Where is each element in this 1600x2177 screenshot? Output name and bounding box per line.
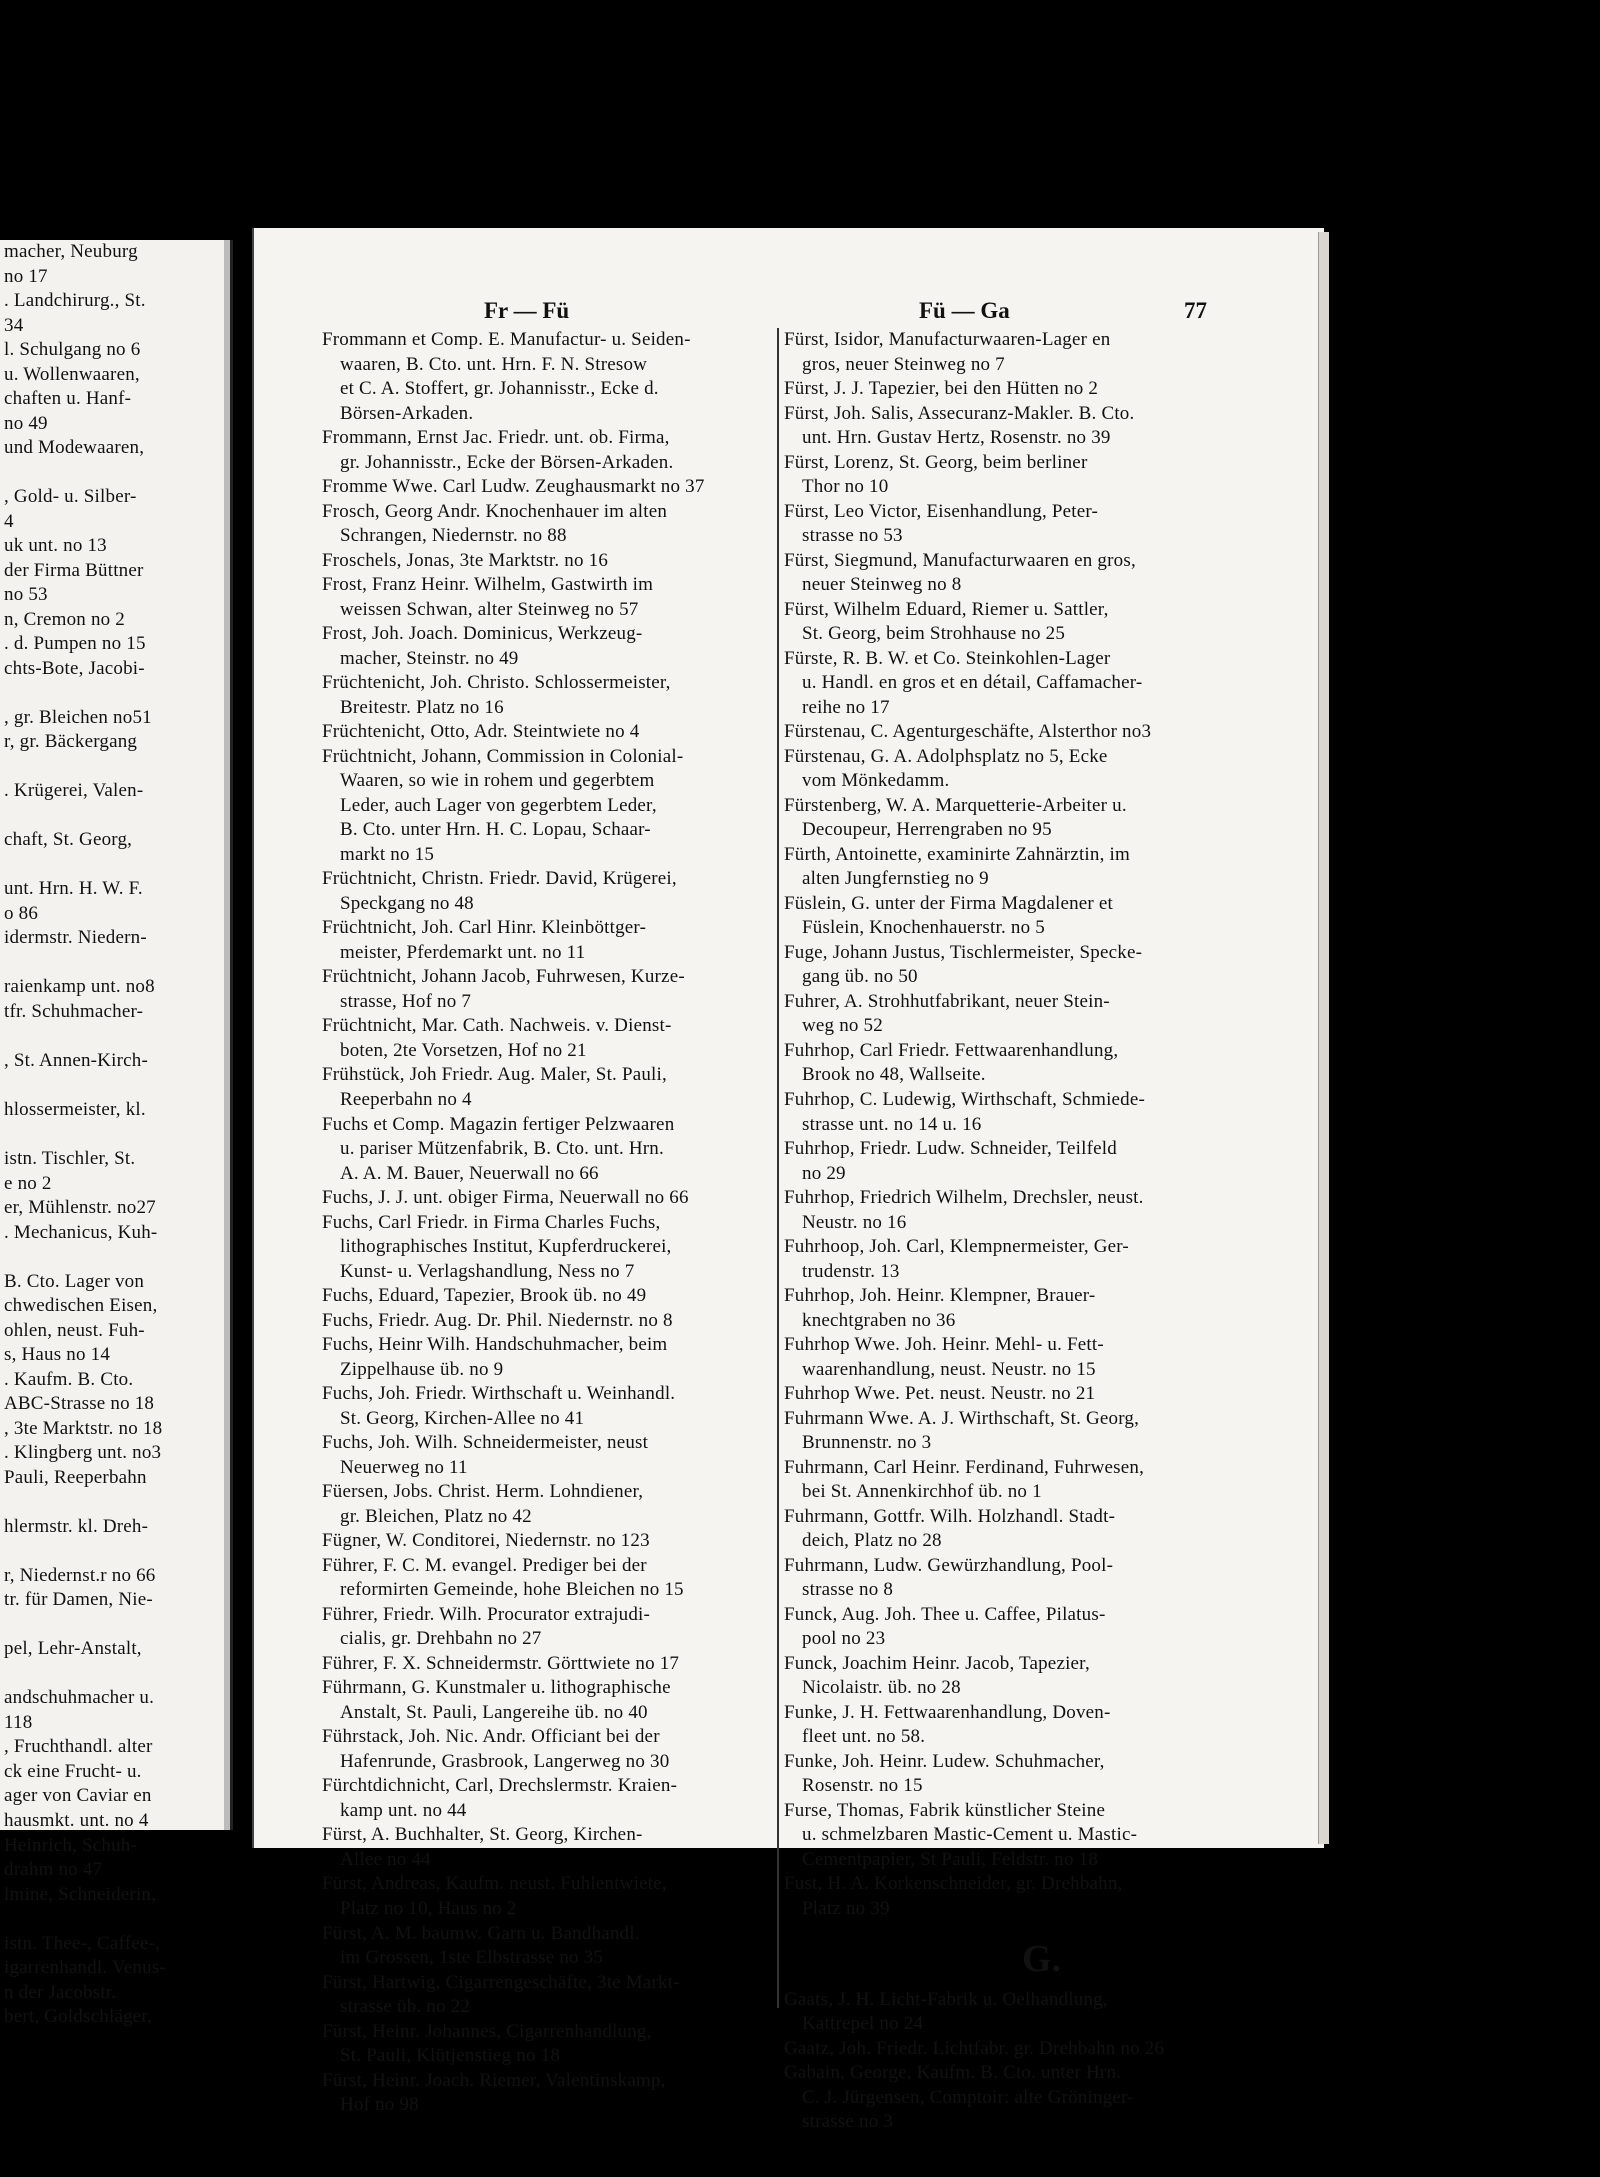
fragment-line xyxy=(0,1613,230,1638)
directory-entry-line: Neustr. no 16 xyxy=(802,1211,907,1233)
fragment-line: ABC-Strasse no 18 xyxy=(4,1393,155,1415)
fragment-line: chaften u. Hanf- xyxy=(4,388,132,410)
fragment-line: 4 xyxy=(4,510,14,532)
entries-column-right xyxy=(784,328,1239,2135)
directory-entry-line: Kunst- u. Verlagshandlung, Ness no 7 xyxy=(340,1260,635,1282)
directory-entry-line: Furse, Thomas, Fabrik künstlicher Steine xyxy=(784,1799,1106,1821)
fragment-line: . Klingberg unt. no3 xyxy=(4,1442,162,1464)
directory-entry-line: Frommann et Comp. E. Manufactur- u. Seiden- xyxy=(322,329,691,350)
directory-entry-line: Fürst, A. Buchhalter, St. Georg, Kirchen- xyxy=(322,1824,643,1846)
fragment-line: , gr. Bleichen no51 xyxy=(4,706,152,728)
fragment-line: unt. Hrn. H. W. F. xyxy=(4,878,143,900)
directory-entry-line: waarenhandlung, neust. Neustr. no 15 xyxy=(802,1358,1096,1380)
directory-entry-line: strasse, Hof no 7 xyxy=(340,990,472,1012)
directory-entry-line: Fügner, W. Conditorei, Niedernstr. no 123 xyxy=(322,1530,650,1552)
fragment-line: pel, Lehr-Anstalt, xyxy=(4,1638,142,1660)
fragment-line: 34 xyxy=(4,314,24,336)
fragment-line: , Gold- u. Silber- xyxy=(4,486,137,508)
fragment-line xyxy=(0,1025,230,1050)
directory-entry-line: Reeperbahn no 4 xyxy=(340,1088,472,1110)
directory-entry-line: Fürth, Antoinette, examinirte Zahnärztin, im xyxy=(784,843,1130,865)
directory-entry-line: Füersen, Jobs. Christ. Herm. Lohndiener, xyxy=(322,1481,644,1503)
fragment-line: der Firma Büttner xyxy=(4,559,144,581)
directory-entry-line: Führer, F. C. M. evangel. Prediger bei der xyxy=(322,1554,647,1576)
directory-entry-line: Frühstück, Joh Friedr. Aug. Maler, St. Pauli, xyxy=(322,1064,667,1086)
fragment-line: no 53 xyxy=(4,584,48,606)
fragment-line: tfr. Schuhmacher- xyxy=(4,1000,144,1022)
directory-entry-line: Zippelhause üb. no 9 xyxy=(340,1358,504,1380)
directory-entry-line: Decoupeur, Herrengraben no 95 xyxy=(802,819,1052,841)
fragment-line: , Fruchthandl. alter xyxy=(4,1736,153,1758)
directory-entry-line: Nicolaistr. üb. no 28 xyxy=(802,1677,961,1699)
directory-entry-line: Fuhrhop Wwe. Joh. Heinr. Mehl- u. Fett- xyxy=(784,1334,1104,1356)
directory-entry-line: Früchtnicht, Mar. Cath. Nachweis. v. Dienst- xyxy=(322,1015,672,1037)
directory-entry-line: Fürst, Lorenz, St. Georg, beim berliner xyxy=(784,451,1088,473)
page-gutter xyxy=(224,240,230,1830)
directory-entry-line: meister, Pferdemarkt unt. no 11 xyxy=(340,941,586,963)
directory-entry-line: bei St. Annenkirchhof üb. no 1 xyxy=(802,1481,1042,1503)
directory-entry-line: Waaren, so wie in rohem und gegerbtem xyxy=(340,770,655,792)
entries-column-left xyxy=(322,328,772,2118)
directory-entry-line: strasse no 3 xyxy=(802,2111,894,2133)
fragment-line: istn. Tischler, St. xyxy=(4,1148,136,1170)
fragment-line: . Landchirurg., St. xyxy=(4,290,146,312)
directory-entry-line: Allee no 44 xyxy=(340,1848,431,1870)
directory-entry-line: St. Georg, beim Strohhause no 25 xyxy=(802,623,1066,645)
directory-entry-line: gros, neuer Steinweg no 7 xyxy=(802,353,1005,375)
directory-entry-line: vom Mönkedamm. xyxy=(802,770,950,792)
directory-entry-line: Früchtnicht, Christn. Friedr. David, Krügerei, xyxy=(322,868,677,890)
directory-entry-line: Führer, F. X. Schneidermstr. Görttwiete no 17 xyxy=(322,1652,680,1674)
directory-entry-line: Fuchs, Carl Friedr. in Firma Charles Fuchs, xyxy=(322,1211,661,1233)
directory-entry-line: Fuhrhop, Joh. Heinr. Klempner, Brauer- xyxy=(784,1285,1096,1307)
directory-entry-line: Anstalt, St. Pauli, Langereihe üb. no 40 xyxy=(340,1701,648,1723)
fragment-line xyxy=(0,1490,230,1515)
directory-entry-line: A. A. M. Bauer, Neuerwall no 66 xyxy=(340,1162,599,1184)
directory-entry-line: kamp unt. no 44 xyxy=(340,1799,467,1821)
directory-entry-line: Fuhrhop, C. Ludewig, Wirthschaft, Schmiede- xyxy=(784,1088,1146,1110)
directory-entry-line: Füslein, G. unter der Firma Magdalener et xyxy=(784,892,1114,914)
directory-entry-line: Fürstenau, G. A. Adolphsplatz no 5, Ecke xyxy=(784,745,1108,767)
directory-entry-line: Fürst, A. M. baumw. Garn u. Bandhandl. xyxy=(322,1922,640,1944)
directory-entry-line: Fuchs, Joh. Wilh. Schneidermeister, neust xyxy=(322,1432,649,1454)
directory-entry-line: Fürst, Leo Victor, Eisenhandlung, Peter- xyxy=(784,500,1099,522)
fragment-line: igarrenhandl. Venus- xyxy=(4,1957,166,1979)
directory-entry-line: Fürst, Joh. Salis, Assecuranz-Makler. B. Cto. xyxy=(784,402,1135,424)
directory-entry-line: weg no 52 xyxy=(802,1015,883,1037)
running-header xyxy=(254,298,1324,328)
directory-entry-line: Fromme Wwe. Carl Ludw. Zeughausmarkt no 37 xyxy=(322,476,705,498)
directory-entry-line: Früchtnicht, Joh. Carl Hinr. Kleinböttger- xyxy=(322,917,647,939)
directory-entry-line: Froschels, Jonas, 3te Marktstr. no 16 xyxy=(322,549,609,571)
directory-entry-line: Fuhrhop, Carl Friedr. Fettwaarenhandlung, xyxy=(784,1039,1119,1061)
directory-entry-line: pool no 23 xyxy=(802,1628,886,1650)
directory-entry-line: Fürst, Isidor, Manufacturwaaren-Lager en xyxy=(784,329,1111,350)
fragment-line: hausmkt. unt. no 4 xyxy=(4,1810,149,1831)
directory-entry-line: Schrangen, Niedernstr. no 88 xyxy=(340,525,567,547)
directory-entry-line: im Grossen, 1ste Elbstrasse no 35 xyxy=(340,1947,604,1969)
directory-entry-line: Leder, auch Lager von gegerbtem Leder, xyxy=(340,794,657,816)
fragment-line: o 86 xyxy=(4,902,39,924)
directory-entry-line: Rosenstr. no 15 xyxy=(802,1775,923,1797)
directory-entry-line: Fuhrhop Wwe. Pet. neust. Neustr. no 21 xyxy=(784,1383,1096,1405)
directory-entry-line: reihe no 17 xyxy=(802,696,890,718)
directory-entry-line: Fürst, Hartwig, Cigarrengeschäfte, 3te Markt- xyxy=(322,1971,680,1993)
directory-page xyxy=(252,228,1324,2133)
directory-entry-line: u. Handl. en gros et en détail, Caffamacher- xyxy=(802,672,1143,694)
directory-entry-line: gr. Johannisstr., Ecke der Börsen-Arkaden. xyxy=(340,451,674,473)
directory-entry-line: et C. A. Stoffert, gr. Johannisstr., Ecke d. xyxy=(340,378,659,400)
fragment-line: n, Cremon no 2 xyxy=(4,608,126,630)
directory-entry-line: no 29 xyxy=(802,1162,846,1184)
directory-entry-line: Führstack, Joh. Nic. Andr. Officiant bei der xyxy=(322,1726,660,1748)
directory-entry-line: fleet unt. no 58. xyxy=(802,1726,926,1748)
directory-entry-line: strasse no 53 xyxy=(802,525,903,547)
directory-entry-line: Fuhrhop, Friedrich Wilhelm, Drechsler, neust. xyxy=(784,1187,1144,1209)
directory-entry-line: markt no 15 xyxy=(340,843,435,865)
fragment-line: no 49 xyxy=(4,412,48,434)
fragment-line: l. Schulgang no 6 xyxy=(4,339,141,361)
directory-entry-line: Börsen-Arkaden. xyxy=(340,402,474,424)
fragment-line: und Modewaaren, xyxy=(4,437,145,459)
directory-entry-line: strasse üb. no 22 xyxy=(340,1996,471,2018)
directory-entry-line: Cementpapier, St Pauli, Feldstr. no 18 xyxy=(802,1848,1099,1870)
directory-entry-line: Fuchs, J. J. unt. obiger Firma, Neuerwall no 66 xyxy=(322,1187,689,1209)
directory-entry-line: Gabain, George, Kaufm. B. Cto. unter Hrn. xyxy=(784,2062,1122,2084)
fragment-line: ager von Caviar en xyxy=(4,1785,152,1807)
directory-entry-line: Fürst, Wilhelm Eduard, Riemer u. Sattler, xyxy=(784,598,1109,620)
column-divider xyxy=(777,328,779,2008)
directory-entry-line: Fürst, Heinr. Johannes, Cigarrenhandlung, xyxy=(322,2020,652,2042)
directory-entry-line: cialis, gr. Drehbahn no 27 xyxy=(340,1628,542,1650)
directory-entry-line: alten Jungfernstieg no 9 xyxy=(802,868,989,890)
directory-entry-line: Funck, Aug. Joh. Thee u. Caffee, Pilatus- xyxy=(784,1603,1106,1625)
fragment-line xyxy=(0,853,230,878)
directory-entry-line: boten, 2te Vorsetzen, Hof no 21 xyxy=(340,1039,587,1061)
fragment-line xyxy=(0,1123,230,1148)
fragment-line: chwedischen Eisen, xyxy=(4,1295,158,1317)
directory-entry-line: Fürchtdichnicht, Carl, Drechslermstr. Kraien- xyxy=(322,1775,678,1797)
directory-entry-line: neuer Steinweg no 8 xyxy=(802,574,962,596)
directory-entry-line: Früchtenicht, Joh. Christo. Schlossermeister, xyxy=(322,672,671,694)
directory-entry-line: knechtgraben no 36 xyxy=(802,1309,956,1331)
fragment-line: hlossermeister, kl. xyxy=(4,1099,146,1121)
directory-entry-line: Fuchs, Heinr Wilh. Handschuhmacher, beim xyxy=(322,1334,668,1356)
directory-entry-line: Führmann, G. Kunstmaler u. lithographische xyxy=(322,1677,671,1699)
fragment-line: , St. Annen-Kirch- xyxy=(4,1050,148,1072)
fragment-line: r, Niedernst.r no 66 xyxy=(4,1564,156,1586)
fragment-line: raienkamp unt. no8 xyxy=(4,976,155,998)
directory-entry-line: Fuhrer, A. Strohhutfabrikant, neuer Stein- xyxy=(784,990,1110,1012)
directory-entry-line: Fürst, J. J. Tapezier, bei den Hütten no 2 xyxy=(784,378,1099,400)
directory-entry-line: Fuhrhop, Friedr. Ludw. Schneider, Teilfeld xyxy=(784,1138,1117,1160)
fragment-line xyxy=(0,755,230,780)
directory-entry-line: Fuhrmann, Carl Heinr. Ferdinand, Fuhrwesen, xyxy=(784,1456,1145,1478)
fragment-line: tr. für Damen, Nie- xyxy=(4,1589,153,1611)
directory-entry-line: Breitestr. Platz no 16 xyxy=(340,696,504,718)
fragment-line: . Kaufm. B. Cto. xyxy=(4,1368,134,1390)
fragment-line xyxy=(0,1907,230,1932)
directory-entry-line: Thor no 10 xyxy=(802,476,889,498)
fragment-line: Heinrich, Schuh- xyxy=(4,1834,137,1856)
directory-entry-line: Führer, Friedr. Wilh. Procurator extrajudi- xyxy=(322,1603,651,1625)
directory-entry-line: Frosch, Georg Andr. Knochenhauer im alten xyxy=(322,500,668,522)
directory-entry-line: Frost, Joh. Joach. Dominicus, Werkzeug- xyxy=(322,623,643,645)
directory-entry-line: weissen Schwan, alter Steinweg no 57 xyxy=(340,598,639,620)
fragment-line: . d. Pumpen no 15 xyxy=(4,633,146,655)
directory-entry-line: Füslein, Knochenhauerstr. no 5 xyxy=(802,917,1045,939)
fragment-line: . Krügerei, Valen- xyxy=(4,780,144,802)
directory-entry-line: St. Pauli, Klütjenstieg no 18 xyxy=(340,2045,561,2067)
directory-entry-line: lithographisches Institut, Kupferdruckerei, xyxy=(340,1236,672,1258)
fragment-line xyxy=(0,1245,230,1270)
directory-entry-line: Hof no 98 xyxy=(340,2094,419,2116)
directory-entry-line: Fürstenau, C. Agenturgeschäfte, Alsterthor no3 xyxy=(784,721,1152,743)
directory-entry-line: Fuhrmann, Gottfr. Wilh. Holzhandl. Stadt- xyxy=(784,1505,1116,1527)
directory-entry-line: Fuchs, Eduard, Tapezier, Brook üb. no 49 xyxy=(322,1285,647,1307)
directory-entry-line: Fuhrmann Wwe. A. J. Wirthschaft, St. Georg, xyxy=(784,1407,1140,1429)
fragment-line: u. Wollenwaaren, xyxy=(4,363,140,385)
section-heading: G. xyxy=(1021,1937,1062,1980)
directory-entry-line: Frommann, Ernst Jac. Friedr. unt. ob. Firma, xyxy=(322,427,670,449)
fragment-line: istn. Thee-, Caffee-, xyxy=(4,1932,160,1954)
left-page-fragment xyxy=(0,240,233,2028)
directory-entry-line: Fürst, Heinr. Joach. Riemer, Valentinskamp, xyxy=(322,2069,666,2091)
directory-entry-line: Fuhrmann, Ludw. Gewürzhandlung, Pool- xyxy=(784,1554,1114,1576)
directory-entry-line: Fuchs, Friedr. Aug. Dr. Phil. Niedernstr. no 8 xyxy=(322,1309,673,1331)
directory-entry-line: Brook no 48, Wallseite. xyxy=(802,1064,986,1086)
directory-entry-line: trudenstr. 13 xyxy=(802,1260,900,1282)
fragment-line xyxy=(0,681,230,706)
fragment-line xyxy=(0,1539,230,1564)
fragment-line xyxy=(0,461,230,486)
fragment-line: uk unt. no 13 xyxy=(4,535,107,557)
directory-entry-line: C. J. Jürgensen, Comptoir: alte Gröninger- xyxy=(802,2086,1134,2108)
fragment-line: macher, Neuburg xyxy=(4,241,138,262)
fragment-line: lmine, Schneiderin, xyxy=(4,1883,157,1905)
directory-entry-line: reformirten Gemeinde, hohe Bleichen no 15 xyxy=(340,1579,684,1601)
directory-entry-line: Fürst, Andreas, Kaufm. neust. Fuhlentwiete, xyxy=(322,1873,667,1895)
fragment-line: chaft, St. Georg, xyxy=(4,829,133,851)
directory-entry-line: Fuge, Johann Justus, Tischlermeister, Specke- xyxy=(784,941,1143,963)
fragment-line xyxy=(0,1662,230,1687)
directory-entry-line: Kattrepel no 24 xyxy=(802,2013,924,2035)
directory-entry-line: u. schmelzbaren Mastic-Cement u. Mastic- xyxy=(802,1824,1138,1846)
left-fragment-lines xyxy=(0,240,230,2030)
fragment-line: idermstr. Niedern- xyxy=(4,927,147,949)
fragment-line: Pauli, Reeperbahn xyxy=(4,1466,147,1488)
directory-entry-line: Funke, J. H. Fettwaarenhandlung, Doven- xyxy=(784,1701,1111,1723)
page-edge xyxy=(1318,232,1329,1844)
fragment-line: ck eine Frucht- u. xyxy=(4,1760,142,1782)
directory-entry-line: Frost, Franz Heinr. Wilhelm, Gastwirth im xyxy=(322,574,654,596)
directory-entry-line: Fust, H. A. Korkenschneider, gr. Drehbahn, xyxy=(784,1873,1123,1895)
fragment-line: hlermstr. kl. Dreh- xyxy=(4,1515,149,1537)
fragment-line: . Mechanicus, Kuh- xyxy=(4,1221,158,1243)
directory-entry-line: Gaatz, Joh. Friedr. Lichtfabr. gr. Drehbahn no 26 xyxy=(784,2037,1165,2059)
directory-entry-line: Fürstenberg, W. A. Marquetterie-Arbeiter u. xyxy=(784,794,1127,816)
directory-entry-line: Fürst, Siegmund, Manufacturwaaren en gros, xyxy=(784,549,1136,571)
fragment-line xyxy=(0,951,230,976)
header-left: Fr — Fü xyxy=(484,298,570,323)
directory-entry-line: strasse unt. no 14 u. 16 xyxy=(802,1113,982,1135)
directory-entry-line: Speckgang no 48 xyxy=(340,892,474,914)
fragment-line: er, Mühlenstr. no27 xyxy=(4,1197,156,1219)
directory-entry-line: Hafenrunde, Grasbrook, Langerweg no 30 xyxy=(340,1750,670,1772)
header-right: Fü — Ga xyxy=(919,298,1010,323)
directory-entry-line: Brunnenstr. no 3 xyxy=(802,1432,932,1454)
fragment-line xyxy=(0,1074,230,1099)
directory-entry-line: Funck, Joachim Heinr. Jacob, Tapezier, xyxy=(784,1652,1090,1674)
fragment-line: andschuhmacher u. xyxy=(4,1687,155,1709)
fragment-line: r, gr. Bäckergang xyxy=(4,731,138,753)
fragment-line: B. Cto. Lager von xyxy=(4,1270,145,1292)
fragment-line: s, Haus no 14 xyxy=(4,1344,111,1366)
directory-entry-line: Früchtnicht, Johann, Commission in Colonial- xyxy=(322,745,684,767)
directory-entry-line: unt. Hrn. Gustav Hertz, Rosenstr. no 39 xyxy=(802,427,1111,449)
directory-entry-line: Neuerweg no 11 xyxy=(340,1456,468,1478)
directory-entry-line: Platz no 10, Haus no 2 xyxy=(340,1898,517,1919)
directory-entry-line: deich, Platz no 28 xyxy=(802,1530,942,1552)
fragment-line: chts-Bote, Jacobi- xyxy=(4,657,145,679)
fragment-line xyxy=(0,804,230,829)
directory-entry-line: Früchtnicht, Johann Jacob, Fuhrwesen, Kurze- xyxy=(322,966,685,988)
directory-entry-line: waaren, B. Cto. unt. Hrn. F. N. Stresow xyxy=(340,353,648,375)
fragment-line: no 17 xyxy=(4,265,48,287)
directory-entry-line: gr. Bleichen, Platz no 42 xyxy=(340,1505,532,1527)
directory-entry-line: macher, Steinstr. no 49 xyxy=(340,647,519,669)
directory-entry-line: B. Cto. unter Hrn. H. C. Lopau, Schaar- xyxy=(340,819,651,841)
directory-entry-line: Fuchs et Comp. Magazin fertiger Pelzwaaren xyxy=(322,1113,675,1135)
directory-entry-line: Gaats, J. H. Licht-Fabrik u. Oelhandlung, xyxy=(784,1988,1108,2010)
directory-entry-line: St. Georg, Kirchen-Allee no 41 xyxy=(340,1407,585,1429)
fragment-line: bert, Goldschläger, xyxy=(4,2006,153,2028)
page-number: 77 xyxy=(1184,298,1207,323)
directory-entry-line: Früchtenicht, Otto, Adr. Steintwiete no 4 xyxy=(322,721,640,743)
directory-entry-line: Platz no 39 xyxy=(802,1898,890,1919)
directory-entry-line: u. pariser Mützenfabrik, B. Cto. unt. Hrn. xyxy=(340,1138,664,1160)
fragment-line: , 3te Marktstr. no 18 xyxy=(4,1417,163,1439)
directory-entry-line: strasse no 8 xyxy=(802,1579,894,1601)
directory-entry-line: Fuhrhoop, Joh. Carl, Klempnermeister, Ger- xyxy=(784,1236,1129,1258)
directory-entry-line: gang üb. no 50 xyxy=(802,966,918,988)
directory-entry-line: Fuchs, Joh. Friedr. Wirthschaft u. Weinhandl. xyxy=(322,1383,676,1405)
directory-entry-line: Funke, Joh. Heinr. Ludew. Schuhmacher, xyxy=(784,1750,1105,1772)
fragment-line: n der Jacobstr. xyxy=(4,1981,117,2003)
fragment-line: ohlen, neust. Fuh- xyxy=(4,1319,145,1341)
fragment-line: e no 2 xyxy=(4,1172,52,1194)
fragment-line: 118 xyxy=(4,1711,33,1733)
directory-entry-line: Fürste, R. B. W. et Co. Steinkohlen-Lager xyxy=(784,647,1111,669)
fragment-line: drahm no 47 xyxy=(4,1859,103,1881)
